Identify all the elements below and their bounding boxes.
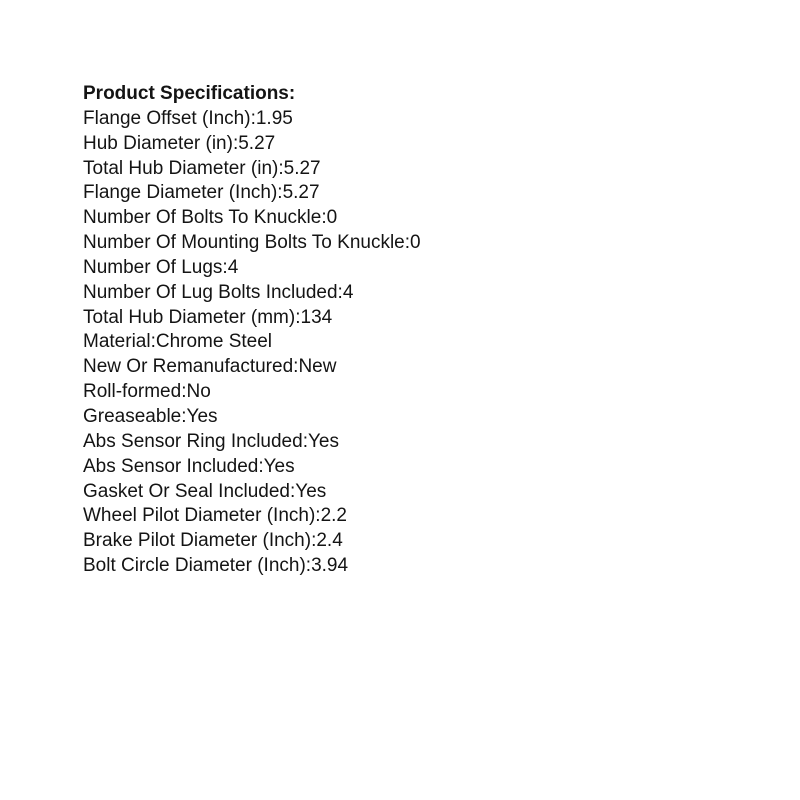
- spec-separator: :: [315, 505, 321, 527]
- spec-row: [83, 405, 421, 430]
- product-specifications-section: [83, 82, 421, 579]
- spec-label: Greaseable: [83, 405, 182, 427]
- spec-row: [83, 231, 421, 256]
- spec-value: 2.4: [316, 530, 343, 552]
- spec-label: Abs Sensor Included: [83, 455, 259, 477]
- spec-value: 134: [300, 306, 333, 328]
- spec-value: Yes: [186, 405, 218, 427]
- spec-separator: :: [181, 405, 187, 427]
- spec-separator: :: [321, 207, 327, 229]
- spec-label: Abs Sensor Ring Included: [83, 430, 303, 452]
- spec-label: Total Hub Diameter (mm): [83, 306, 296, 328]
- spec-separator: :: [337, 281, 343, 303]
- spec-separator: :: [302, 430, 308, 452]
- spec-label: Brake Pilot Diameter (Inch): [83, 530, 312, 552]
- spec-value: New: [298, 356, 337, 378]
- spec-label: Gasket Or Seal Included: [83, 480, 290, 502]
- spec-label: Number Of Lug Bolts Included: [83, 281, 338, 303]
- spec-label: New Or Remanufactured: [83, 356, 294, 378]
- spec-value: 0: [410, 232, 421, 254]
- spec-label: Number Of Bolts To Knuckle: [83, 207, 322, 229]
- spec-separator: :: [277, 182, 283, 204]
- spec-row: [83, 306, 421, 331]
- spec-row: [83, 430, 421, 455]
- spec-label: Number Of Lugs: [83, 256, 223, 278]
- spec-separator: :: [305, 555, 312, 577]
- spec-row: [83, 554, 421, 579]
- spec-label: Bolt Circle Diameter (Inch): [83, 555, 306, 577]
- spec-separator: :: [258, 455, 264, 477]
- spec-label: Hub Diameter (in): [83, 132, 233, 154]
- spec-value: 4: [342, 281, 354, 303]
- spec-value: 0: [326, 207, 338, 229]
- spec-row: [83, 455, 421, 480]
- spec-separator: :: [232, 132, 239, 154]
- spec-label: Roll-formed: [83, 381, 182, 403]
- specifications-list: [83, 107, 421, 579]
- spec-value: 4: [227, 256, 239, 278]
- spec-row: [83, 157, 421, 182]
- spec-value: 2.2: [320, 505, 347, 527]
- spec-label: Wheel Pilot Diameter (Inch): [83, 505, 316, 527]
- spec-separator: :: [278, 157, 284, 179]
- spec-row: [83, 132, 421, 157]
- spec-value: 5.27: [282, 182, 320, 204]
- spec-separator: :: [311, 530, 317, 552]
- spec-separator: :: [222, 256, 228, 278]
- spec-label: Total Hub Diameter (in): [83, 157, 279, 179]
- spec-row: [83, 107, 421, 132]
- specifications-title: Product Specifications:: [83, 83, 296, 104]
- spec-value: 3.94: [311, 555, 349, 577]
- spec-value: Yes: [295, 480, 327, 502]
- spec-value: No: [186, 381, 211, 403]
- spec-label: Flange Diameter (Inch): [83, 182, 278, 204]
- spec-label: Material: [83, 331, 151, 353]
- spec-row: [83, 206, 421, 231]
- spec-separator: :: [293, 356, 299, 378]
- spec-value: Yes: [263, 455, 295, 477]
- spec-row: [83, 529, 421, 554]
- spec-value: Chrome Steel: [155, 331, 273, 353]
- spec-row: [83, 256, 421, 281]
- spec-label: Flange Offset (Inch): [83, 107, 251, 129]
- spec-separator: :: [181, 381, 187, 403]
- spec-row: [83, 355, 421, 380]
- spec-separator: :: [290, 480, 296, 502]
- spec-row: [83, 330, 421, 355]
- spec-row: [83, 480, 421, 505]
- spec-value: 5.27: [238, 132, 276, 154]
- spec-separator: :: [295, 306, 301, 328]
- spec-value: 1.95: [255, 107, 293, 129]
- spec-row: [83, 281, 421, 306]
- spec-separator: :: [404, 232, 411, 254]
- spec-separator: :: [150, 331, 156, 353]
- spec-row: [83, 181, 421, 206]
- spec-value: Yes: [307, 430, 339, 452]
- spec-label: Number Of Mounting Bolts To Knuckle: [83, 232, 405, 254]
- spec-row: [83, 380, 421, 405]
- spec-row: [83, 504, 421, 529]
- spec-value: 5.27: [283, 157, 321, 179]
- spec-separator: :: [250, 107, 256, 129]
